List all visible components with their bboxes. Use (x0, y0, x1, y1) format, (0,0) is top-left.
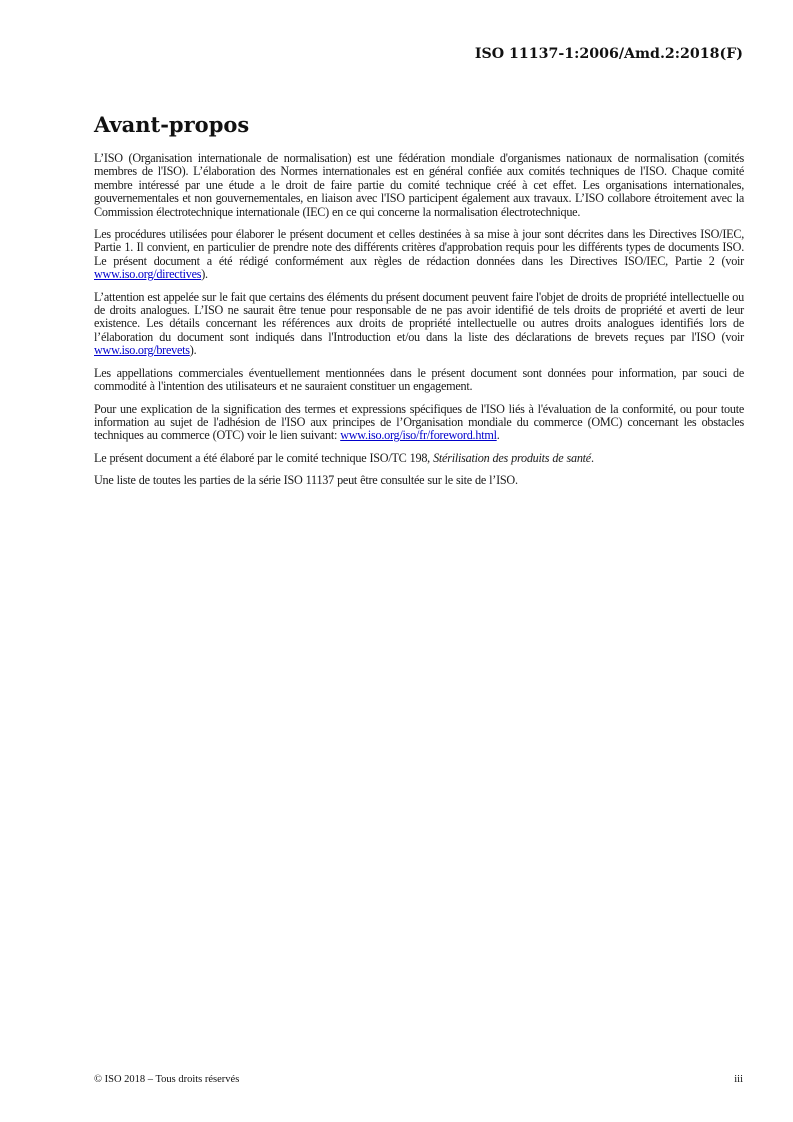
paragraph-1: L’ISO (Organisation internationale de normalisation) est une fédération mondiale d'organismes nationaux de normalisation (comités membres de l'ISO). L’élaboration des Normes internationales est en général confiée aux comités techniques de l'ISO. Chaque comité membre intéressé par une étude a le droit de faire partie du comité technique créé à cet effet. Les organisations internationales, gouvernementales et non gouvernementales, en liaison avec l'ISO participent également aux travaux. L’ISO collabore étroitement avec la Commission électrotechnique internationale (IEC) en ce qui concerne la normalisation électrotechnique. (94, 151, 744, 219)
footer-page-number: iii (734, 1074, 743, 1085)
paragraph-5-end: . (496, 428, 500, 443)
foreword-body (94, 152, 744, 497)
paragraph-2-text: Les procédures utilisées pour élaborer le présent document et celles destinées à sa mise à jour sont décrites dans les Directives ISO/IEC, Partie 1. Il convient, en particulier de prendre note des différents critères d'approbation requis pour les différents types de documents ISO. Le présent document a été rédigé conformément aux règles de rédaction données dans les Directives ISO/IEC, Partie 2 (voir (94, 227, 744, 268)
paragraph-5 (94, 403, 744, 443)
page-title: Avant-propos (94, 112, 250, 137)
paragraph-2-end: ). (201, 267, 208, 282)
paragraph-6 (94, 452, 744, 465)
brevets-link[interactable]: www.iso.org/brevets (94, 343, 190, 358)
paragraph-4: Les appellations commerciales éventuellement mentionnées dans le présent document sont données pour information, par souci de commodité à l'intention des utilisateurs et ne sauraient constituer un engagement. (94, 365, 744, 394)
document-reference: ISO 11137-1:2006/Amd.2:2018(F) (474, 46, 743, 62)
paragraph-6-end: . (590, 450, 594, 465)
foreword-link[interactable]: www.iso.org/iso/fr/foreword.html (340, 428, 497, 443)
paragraph-7: Une liste de toutes les parties de la série ISO 11137 peut être consultée sur le site de l’ISO. (94, 473, 518, 488)
paragraph-3-end: ). (189, 343, 197, 358)
paragraph-3-text: L’attention est appelée sur le fait que certains des éléments du présent document peuvent faire l'objet de droits de propriété intellectuelle ou de droits analogues. L’ISO ne saurait être tenue pour responsable de ne pas avoir identifié de tels droits de propriété et averti de leur existence. Les détails concernant les références aux droits de propriété intellectuelle ou autres droits analogues identifiés lors de l’élaboration du document sont indiqués dans l'Introduction et/ou dans la liste des déclarations de brevets reçues par l'ISO (voir (94, 289, 744, 344)
paragraph-5-text: Pour une explication de la signification des termes et expressions spécifiques de l'ISO liés à l'évaluation de la conformité, ou pour toute information au sujet de l'adhésion de l'ISO aux principes de l’Organisation mondiale du commerce (OMC) concernant les obstacles techniques au commerce (OTC) voir le lien suivant: (94, 401, 744, 443)
directives-link[interactable]: www.iso.org/directives (94, 267, 202, 282)
footer-copyright: © ISO 2018 – Tous droits réservés (94, 1074, 240, 1085)
paragraph-3 (94, 291, 744, 358)
paragraph-6-text: Le présent document a été élaboré par le comité technique ISO/TC 198, (94, 450, 434, 465)
committee-title: Stérilisation des produits de santé (433, 450, 591, 465)
paragraph-2 (94, 228, 744, 282)
